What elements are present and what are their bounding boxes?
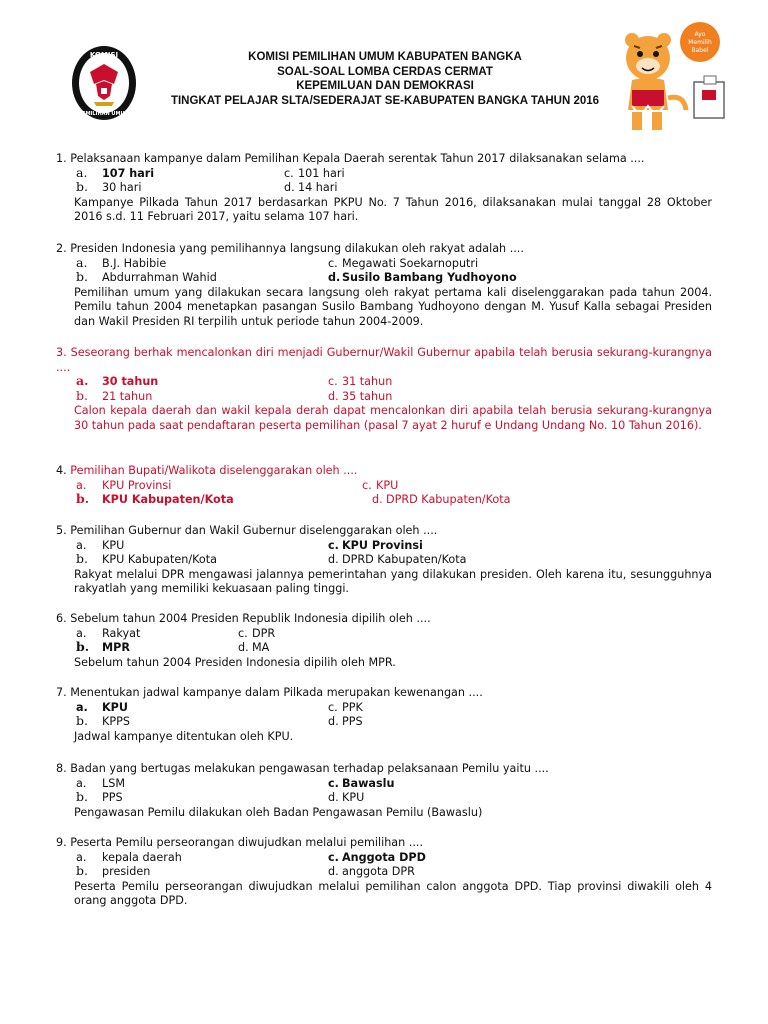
question-stem: 5. Pemilihan Gubernur dan Wakil Gubernur diselenggarakan oleh .... bbox=[56, 524, 438, 537]
svg-text:KOMISI: KOMISI bbox=[89, 51, 119, 59]
option-row: a. Rakyat c. DPR bbox=[76, 626, 276, 640]
answer-explanation: Rakyat melalui DPR mengawasi jalannya pemerintahan yang dilakukan presiden. Oleh karena itu, sesungguhnya rakyatlah yang memiliki kekuasaan paling tinggi. bbox=[74, 567, 712, 596]
option-row: b. 30 hari d. 14 hari bbox=[76, 179, 338, 195]
document-header bbox=[0, 0, 768, 140]
question-2 bbox=[56, 242, 712, 330]
option-row: b. Abdurrahman Wahid d. Susilo Bambang Yudhoyono bbox=[76, 269, 517, 285]
header-line: SOAL-SOAL LOMBA CERDAS CERMAT bbox=[277, 65, 493, 78]
question-9 bbox=[56, 836, 712, 909]
kpu-logo-icon bbox=[70, 44, 138, 122]
answer-explanation: Kampanye Pilkada Tahun 2017 berdasarkan PKPU No. 7 Tahun 2016, dilaksanakan mulai tanggal 28 Oktober 2016 s.d. 11 Februari 2017, yaitu selama 107 hari. bbox=[74, 195, 712, 224]
header-line: KOMISI PEMILIHAN UMUM KABUPATEN BANGKA bbox=[248, 51, 522, 63]
question-6 bbox=[56, 612, 712, 670]
question-8 bbox=[56, 762, 712, 820]
question-stem: 6. Sebelum tahun 2004 Presiden Republik Indonesia dipilih oleh .... bbox=[56, 612, 431, 625]
option-row: b. MPR d. MA bbox=[76, 639, 270, 655]
option-row: b. KPU Kabupaten/Kota d. DPRD Kabupaten/Kota bbox=[76, 551, 467, 567]
question-stem: 7. Menentukan jadwal kampanye dalam Pilkada merupakan kewenangan .... bbox=[56, 686, 483, 699]
answer-explanation: Jadwal kampanye ditentukan oleh KPU. bbox=[74, 729, 294, 743]
svg-text:PEMILIHAN UMUM: PEMILIHAN UMUM bbox=[78, 111, 130, 117]
option-row: b. PPS d. KPU bbox=[76, 789, 365, 805]
question-stem: 3. Seseorang berhak mencalonkan diri menjadi Gubernur/Wakil Gubernur apabila telah berusia sekurang-kurangnya .... bbox=[56, 346, 712, 374]
question-stem: 1. Pelaksanaan kampanye dalam Pemilihan Kepala Daerah serentak Tahun 2017 dilaksanakan selama .... bbox=[56, 152, 645, 165]
question-3 bbox=[56, 346, 712, 434]
answer-explanation: Pemilihan umum yang dilakukan secara langsung oleh rakyat pertama kali diselenggarakan pada tahun 2004. Pemilu tahun 2004 menetapkan pasangan Susilo Bambang Yudhoyono dengan M. Yusuf Kalla sebagai Presiden dan Wakil Presiden RI terpilih untuk periode tahun 2004-2009. bbox=[74, 285, 712, 328]
option-row: b. KPU Kabupaten/Kota d. DPRD Kabupaten/Kota bbox=[76, 491, 511, 507]
header-title bbox=[150, 50, 620, 108]
question-stem: 2. Presiden Indonesia yang pemilihannya langsung dilakukan oleh rakyat adalah .... bbox=[56, 242, 524, 255]
svg-text:Ayo: Ayo bbox=[694, 31, 706, 38]
option-row: a. KPU Provinsi c. KPU bbox=[76, 478, 399, 492]
option-row: a. KPU c. PPK bbox=[76, 700, 363, 714]
option-row: b. KPPS d. PPS bbox=[76, 713, 363, 729]
option-row: b. presiden d. anggota DPR bbox=[76, 863, 415, 879]
question-stem: 9. Peserta Pemilu perseorangan diwujudkan melalui pemilihan .... bbox=[56, 836, 424, 849]
option-row: a. kepala daerah c. Anggota DPD bbox=[76, 850, 426, 864]
option-row: a. B.J. Habibie c. Megawati Soekarnoputri bbox=[76, 254, 479, 270]
question-stem: 4. Pemilihan Bupati/Walikota diselenggarakan oleh .... bbox=[56, 464, 358, 477]
answer-explanation: Sebelum tahun 2004 Presiden Indonesia dipilih oleh MPR. bbox=[74, 655, 396, 669]
option-row: b. 21 tahun d. 35 tahun bbox=[76, 387, 393, 403]
question-7 bbox=[56, 686, 712, 744]
svg-text:Memilih: Memilih bbox=[688, 39, 712, 46]
option-row: a. 107 hari c. 101 hari bbox=[76, 164, 345, 180]
answer-explanation: Peserta Pemilu perseorangan diwujudkan melalui pemilihan calon anggota DPD. Tiap provinsi diwakili oleh 4 orang anggota DPD. bbox=[74, 879, 712, 908]
option-row: a. LSM c. Bawaslu bbox=[76, 776, 395, 790]
svg-text:Babel: Babel bbox=[691, 47, 709, 54]
header-line: KEPEMILUAN DAN DEMOKRASI bbox=[296, 80, 474, 92]
mascot-icon bbox=[610, 20, 730, 135]
answer-explanation: Pengawasan Pemilu dilakukan oleh Badan Pengawasan Pemilu (Bawaslu) bbox=[74, 805, 483, 819]
question-1 bbox=[56, 152, 712, 225]
question-stem: 8. Badan yang bertugas melakukan pengawasan terhadap pelaksanaan Pemilu yaitu .... bbox=[56, 762, 549, 775]
option-row: a. KPU c. KPU Provinsi bbox=[76, 538, 423, 552]
question-4 bbox=[56, 464, 712, 508]
option-row: a. 30 tahun c. 31 tahun bbox=[76, 373, 393, 389]
answer-explanation: Calon kepala daerah dan wakil kepala derah dapat mencalonkan diri apabila telah berusia sekurang-kurangnya 30 tahun pada saat pendaftaran peserta pemilihan (pasal 7 ayat 2 huruf e Undang Undang No. 10 Tahun 2016). bbox=[74, 404, 712, 432]
header-line: TINGKAT PELAJAR SLTA/SEDERAJAT SE-KABUPATEN BANGKA TAHUN 2016 bbox=[170, 94, 600, 107]
question-5 bbox=[56, 524, 712, 597]
